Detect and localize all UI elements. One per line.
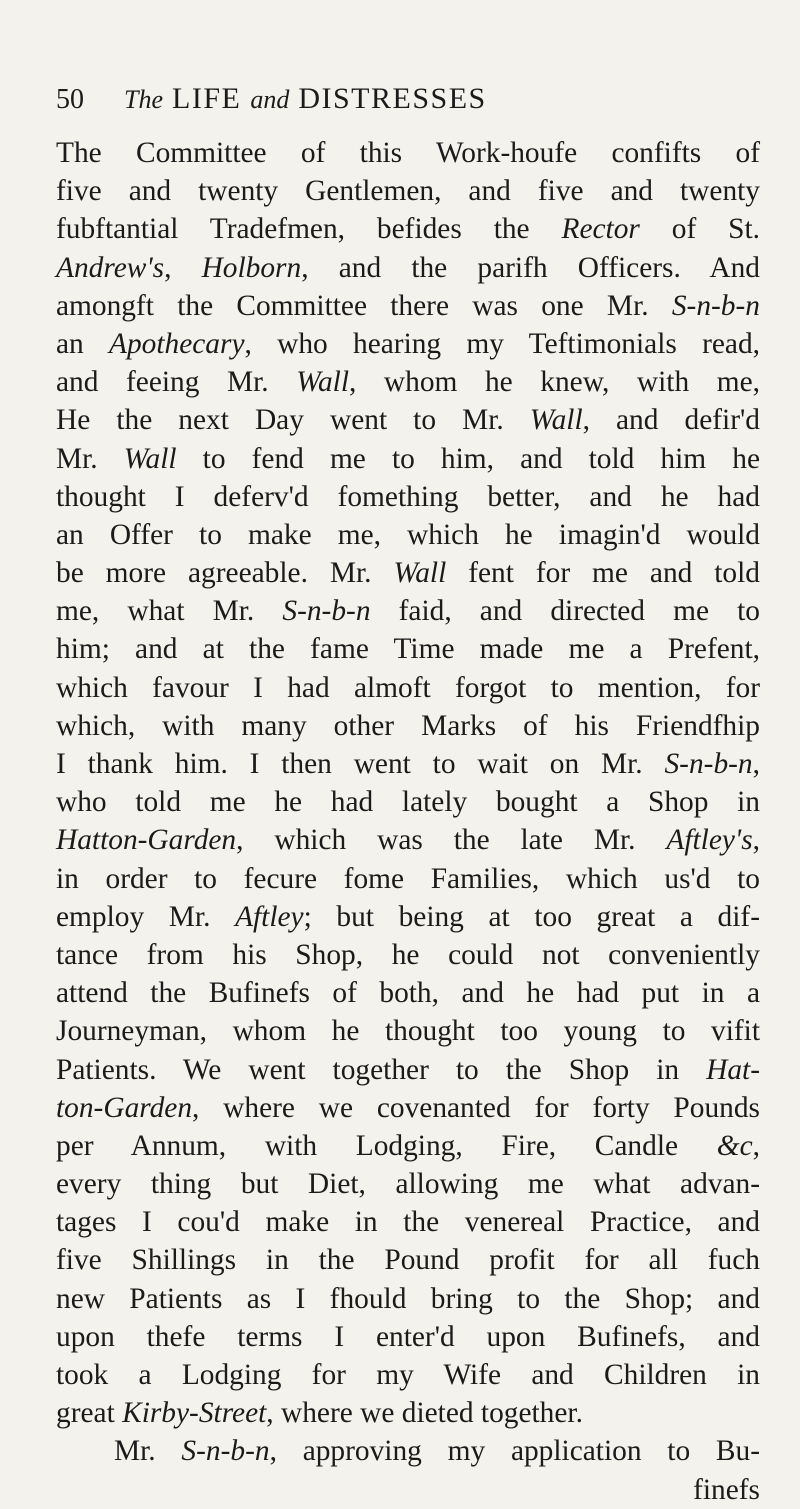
text-segment: to fend me to him, and told him he: [176, 442, 760, 475]
text-line: [56, 1432, 760, 1470]
italic-text: Kirby-Street: [122, 1397, 267, 1430]
text-line: [56, 1012, 760, 1050]
text-segment: who told me he had lately bought a Shop in: [56, 786, 760, 819]
text-line: [56, 249, 760, 287]
text-segment: fubftantial Tradefmen, befides the: [56, 213, 562, 246]
text-segment: faid, and directed me to: [370, 595, 760, 628]
text-segment: five and twenty Gentlemen, and five and twenty: [56, 175, 760, 208]
text-segment: tance from his Shop, he could not conveniently: [56, 938, 760, 971]
text-segment: , approving my application to Bu-: [269, 1435, 760, 1468]
text-segment: The Committee of this Work-houfe confifts of: [56, 137, 760, 169]
text-segment: ,: [752, 748, 760, 780]
text-segment: amongft the Committee there was one Mr.: [56, 289, 672, 322]
italic-text: Apothecary: [109, 327, 245, 360]
text-segment: took a Lodging for my Wife and Children in: [56, 1359, 760, 1391]
running-head-part: The: [124, 85, 163, 114]
italic-text: S-n-b-n: [181, 1435, 270, 1468]
text-segment: ,: [752, 824, 760, 857]
text-segment: an: [56, 327, 110, 360]
text-segment: Mr.: [56, 442, 124, 475]
text-line: [56, 554, 760, 592]
text-line: [56, 1051, 760, 1089]
italic-text: Hat-: [706, 1053, 760, 1086]
italic-text: Wall: [529, 404, 583, 437]
text-segment: Journeyman, whom he thought too young to vifit: [56, 1015, 760, 1048]
text-segment: be more agreeable. Mr.: [56, 557, 394, 590]
text-segment: five Shillings in the Pound profit for all fuch: [56, 1244, 760, 1277]
text-line: [56, 669, 760, 707]
text-line: [56, 287, 760, 325]
text-line: [56, 1241, 760, 1279]
text-segment: , and the parifh Officers. And: [301, 251, 760, 284]
text-segment: tages I cou'd make in the venereal Practice, and: [56, 1206, 760, 1239]
text-line: [56, 974, 760, 1012]
text-segment: finefs: [693, 1473, 760, 1506]
text-segment: which, with many other Marks of his Friendfhip: [56, 709, 760, 742]
running-head-part: and: [250, 85, 290, 114]
italic-text: Wall: [296, 366, 350, 399]
text-segment: Patients. We went together to the Shop in: [56, 1053, 707, 1086]
text-line: [56, 821, 760, 859]
text-segment: , who hearing my Teftimonials read,: [244, 327, 761, 360]
italic-text: Holborn: [201, 251, 302, 284]
text-line: [56, 592, 760, 630]
text-segment: , where we covenanted for forty Pounds: [192, 1091, 760, 1124]
text-segment: Mr.: [114, 1435, 182, 1468]
text-line: [56, 440, 760, 478]
text-segment: great: [56, 1397, 123, 1430]
text-segment: fent for me and told: [446, 557, 760, 590]
text-segment: ; but being at too great a dif-: [303, 900, 760, 933]
text-line: [56, 172, 760, 210]
italic-text: Wall: [393, 557, 447, 590]
italic-text: Aftley: [235, 900, 304, 933]
italic-text: Rector: [561, 213, 640, 246]
text-segment: ,: [752, 1129, 760, 1162]
text-segment: which favour I had almoft forgot to mention, for: [56, 671, 760, 704]
text-line: [56, 1356, 760, 1394]
italic-text: S-n-b-n: [671, 289, 760, 322]
text-line: [56, 630, 760, 668]
text-line: [56, 516, 760, 554]
text-segment: employ Mr.: [56, 900, 236, 933]
text-line: [56, 1165, 760, 1203]
text-segment: him; and at the fame Time made me a Prefent,: [56, 633, 760, 666]
text-line: [56, 936, 760, 974]
text-segment: attend the Bufinefs of both, and he had put in a: [56, 977, 760, 1010]
text-line: [56, 1280, 760, 1318]
running-head-part: DISTRESSES: [289, 82, 487, 115]
italic-text: S-n-b-n: [664, 748, 753, 780]
text-line: [56, 134, 760, 172]
text-segment: , and defir'd: [582, 404, 760, 437]
text-line: [56, 401, 760, 439]
text-line: [56, 1203, 760, 1241]
text-line: [56, 1394, 760, 1432]
text-segment: , which was the late Mr.: [236, 824, 667, 857]
text-line: [56, 898, 760, 936]
text-segment: I thank him. I then went to wait on Mr.: [56, 748, 665, 780]
text-line: [56, 783, 760, 821]
running-head-part: LIFE: [163, 82, 251, 115]
text-segment: per Annum, with Lodging, Fire, Candle: [56, 1129, 717, 1162]
italic-text: Wall: [123, 442, 177, 475]
text-segment: every thing but Diet, allowing me what advan-: [56, 1168, 760, 1201]
italic-text: S-n-b-n: [282, 595, 371, 628]
italic-text: Aftley's: [666, 824, 753, 857]
text-segment: thought I deferv'd fomething better, and he had: [56, 480, 760, 513]
text-segment: of St.: [639, 213, 760, 246]
text-segment: an Offer to make me, which he imagin'd would: [56, 518, 760, 551]
text-segment: and feeing Mr.: [56, 366, 297, 399]
text-segment: He the next Day went to Mr.: [56, 404, 530, 437]
text-segment: , where we dieted together.: [266, 1397, 583, 1430]
text-line: [56, 478, 760, 516]
text-line: [56, 1471, 760, 1509]
text-segment: me, what Mr.: [56, 595, 283, 628]
text-line: [56, 210, 760, 248]
text-segment: , whom he knew, with me,: [349, 366, 760, 399]
running-head: [104, 82, 760, 116]
page-header: [56, 82, 760, 118]
text-line: [56, 1089, 760, 1127]
text-line: [56, 707, 760, 745]
italic-text: Andrew's: [56, 251, 165, 284]
italic-text: ton-Garden: [56, 1091, 193, 1124]
italic-text: Hatton-Garden: [56, 824, 237, 857]
text-segment: new Patients as I fhould bring to the Shop; and: [56, 1282, 760, 1315]
text-line: [56, 363, 760, 401]
text-line: [56, 325, 760, 363]
text-line: [56, 1127, 760, 1165]
italic-text: &c: [716, 1129, 753, 1162]
text-line: [56, 745, 760, 783]
text-line: [56, 860, 760, 898]
page-number: 50: [56, 84, 84, 115]
body-text: [56, 134, 760, 1509]
text-line: [56, 1318, 760, 1356]
text-segment: ,: [164, 251, 202, 284]
text-segment: upon thefe terms I enter'd upon Bufinefs, and: [56, 1320, 760, 1353]
text-segment: in order to fecure fome Families, which us'd to: [56, 862, 760, 895]
